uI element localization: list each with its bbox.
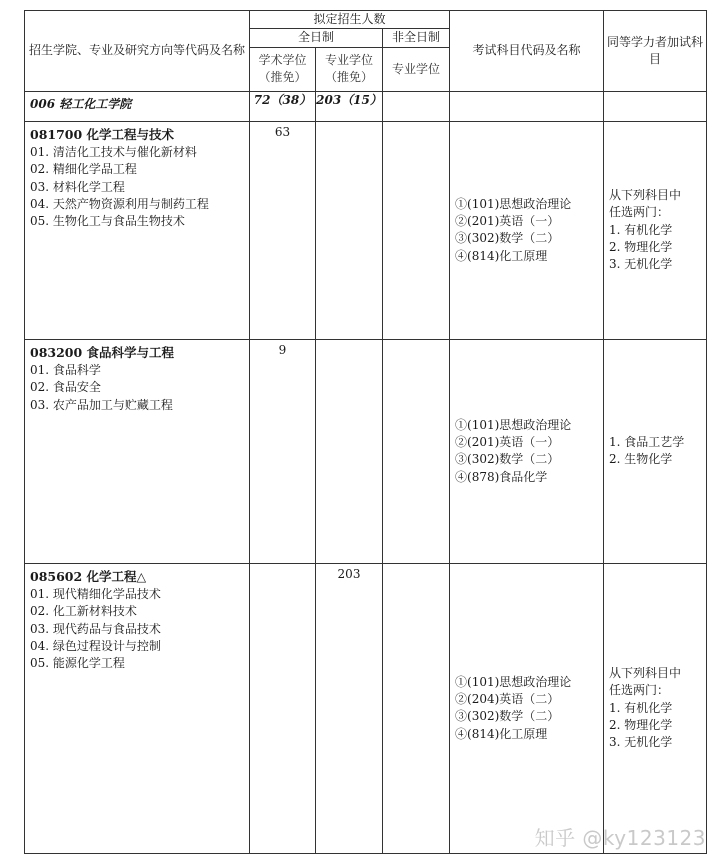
direction-item: 05. 能源化学工程 <box>30 656 125 671</box>
header-name-column: 招生学院、专业及研究方向等代码及名称 <box>25 11 250 92</box>
exam-subjects <box>450 563 604 853</box>
header-exam-column: 考试科目代码及名称 <box>450 11 604 92</box>
extra-item: 2. 物理化学 <box>609 239 673 254</box>
exam-item: ①(101)思想政治理论 <box>455 417 572 432</box>
exam-item: ①(101)思想政治理论 <box>455 674 572 689</box>
header-extra-column: 同等学力者加试科目 <box>604 11 707 92</box>
direction-item: 02. 化工新材料技术 <box>30 604 137 619</box>
exam-item: ④(814)化工原理 <box>455 726 548 741</box>
college-name: 006 轻工化工学院 <box>25 91 250 121</box>
major-title: 083200 食品科学与工程 <box>30 344 175 360</box>
direction-item: 03. 材料化学工程 <box>30 179 125 194</box>
professional-count: 203 <box>316 563 383 853</box>
extra-item: 3. 无机化学 <box>609 735 673 750</box>
direction-item: 02. 精细化学品工程 <box>30 162 137 177</box>
extra-item: 1. 有机化学 <box>609 700 673 715</box>
direction-item: 01. 食品科学 <box>30 362 101 377</box>
direction-item: 04. 绿色过程设计与控制 <box>30 639 161 654</box>
professional-count <box>316 339 383 563</box>
header-academic-degree: 学术学位（推免） <box>250 47 316 91</box>
major-row <box>25 563 707 853</box>
direction-item: 01. 现代精细化学品技术 <box>30 586 161 601</box>
exam-item: ②(201)英语（一） <box>455 434 560 449</box>
exam-subjects <box>450 121 604 339</box>
header-parttime-professional: 专业学位 <box>383 47 450 91</box>
exam-item: ④(878)食品化学 <box>455 469 548 484</box>
extra-item: 任选两门： <box>609 205 670 220</box>
exam-item: ③(302)数学（二） <box>455 709 560 724</box>
college-professional-count: 203（15） <box>316 91 383 121</box>
major-cell <box>25 563 250 853</box>
major-row <box>25 339 707 563</box>
direction-item: 04. 天然产物资源利用与制药工程 <box>30 197 209 212</box>
extra-item: 1. 食品工艺学 <box>609 434 685 449</box>
major-cell <box>25 339 250 563</box>
exam-subjects <box>450 339 604 563</box>
header-professional-degree: 专业学位（推免） <box>316 47 383 91</box>
exam-item: ②(204)英语（二） <box>455 691 560 706</box>
direction-item: 03. 现代药品与食品技术 <box>30 621 161 636</box>
extra-item: 1. 有机化学 <box>609 222 673 237</box>
academic-count <box>250 563 316 853</box>
extra-item: 2. 生物化学 <box>609 452 673 467</box>
extra-subjects <box>604 563 707 853</box>
extra-item: 3. 无机化学 <box>609 257 673 272</box>
extra-item: 2. 物理化学 <box>609 717 673 732</box>
zhihu-watermark: 知乎 @ky123123 <box>534 826 706 850</box>
direction-item: 05. 生物化工与食品生物技术 <box>30 214 185 229</box>
academic-count: 9 <box>250 339 316 563</box>
exam-item: ③(302)数学（二） <box>455 231 560 246</box>
college-academic-count: 72（38） <box>250 91 316 121</box>
major-row <box>25 121 707 339</box>
exam-item: ②(201)英语（一） <box>455 213 560 228</box>
exam-item: ①(101)思想政治理论 <box>455 196 572 211</box>
extra-subjects <box>604 339 707 563</box>
major-cell <box>25 121 250 339</box>
direction-item: 02. 食品安全 <box>30 380 101 395</box>
extra-item: 从下列科目中 <box>609 187 682 202</box>
direction-item: 01. 清洁化工技术与催化新材料 <box>30 144 197 159</box>
extra-item: 从下列科目中 <box>609 665 682 680</box>
professional-count <box>316 121 383 339</box>
header-fulltime: 全日制 <box>250 29 383 47</box>
major-title: 081700 化学工程与技术 <box>30 126 175 142</box>
college-row <box>25 91 707 121</box>
direction-item: 03. 农产品加工与贮藏工程 <box>30 397 173 412</box>
academic-count: 63 <box>250 121 316 339</box>
exam-item: ③(302)数学（二） <box>455 452 560 467</box>
header-parttime: 非全日制 <box>383 29 450 47</box>
header-plan-group: 拟定招生人数 <box>250 11 450 29</box>
major-title: 085602 化学工程△ <box>30 568 147 584</box>
extra-subjects <box>604 121 707 339</box>
extra-item: 任选两门： <box>609 683 670 698</box>
exam-item: ④(814)化工原理 <box>455 248 548 263</box>
catalog-table <box>24 10 707 854</box>
